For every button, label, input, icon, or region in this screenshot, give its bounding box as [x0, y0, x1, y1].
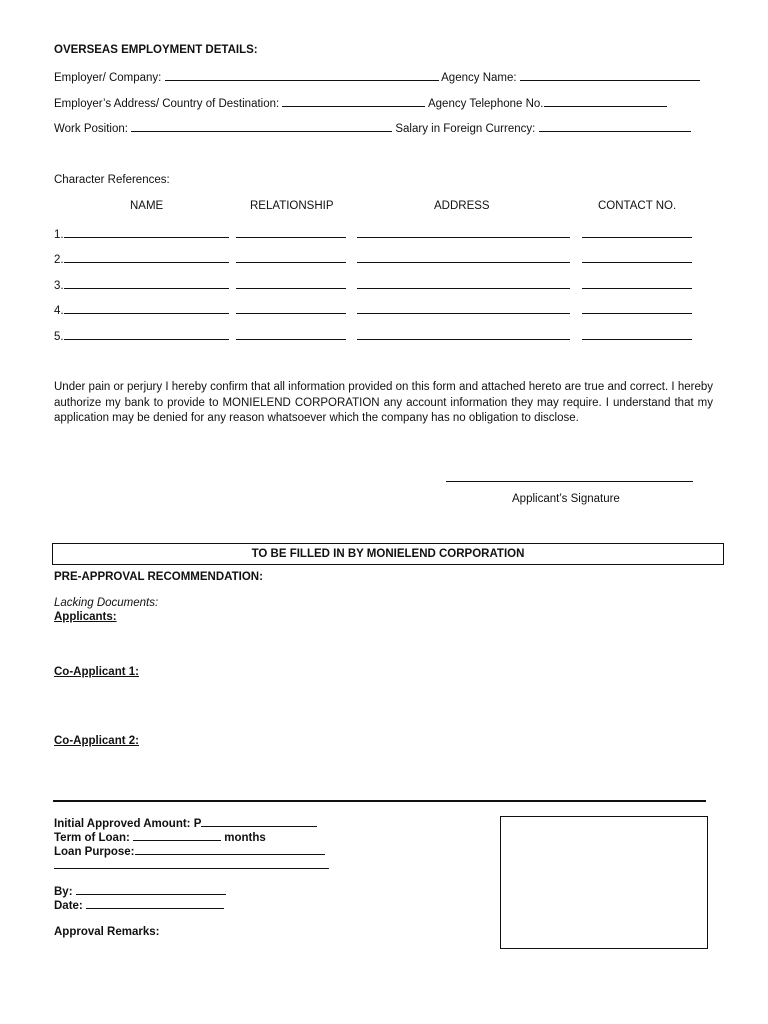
agency-phone-label: Agency Telephone No.	[427, 98, 544, 110]
ref-contact-input[interactable]	[582, 329, 692, 340]
employer-address-label: Employer’s Address/ Country of Destination:	[54, 98, 280, 110]
ref-header-contact: CONTACT NO.	[598, 200, 677, 212]
ref-contact-input[interactable]	[582, 278, 692, 289]
ref-contact-input[interactable]	[582, 252, 692, 263]
term-label: Term of Loan:	[54, 832, 130, 844]
ref-address-input[interactable]	[357, 329, 570, 340]
ref-name-input[interactable]	[64, 252, 229, 263]
signature-line[interactable]	[446, 481, 693, 482]
lacking-documents-label: Lacking Documents:	[54, 597, 159, 609]
work-position-input[interactable]	[131, 121, 392, 132]
work-position-label: Work Position:	[54, 123, 128, 135]
term-input[interactable]	[133, 830, 221, 841]
section-title: OVERSEAS EMPLOYMENT DETAILS:	[54, 44, 258, 56]
company-section-header: TO BE FILLED IN BY MONIELEND CORPORATION	[52, 543, 724, 565]
by-input[interactable]	[76, 884, 226, 895]
ref-name-input[interactable]	[64, 329, 229, 340]
declaration-text: Under pain or perjury I hereby confirm that all information provided on this form and attached hereto are true and correct. I hereby authorize my bank to provide to MONIELEND CORPORATION any account information they may require. I understand that my application may be denied for any reason whatsoever which the company has no obligation to disclose.	[54, 381, 713, 424]
date-input[interactable]	[86, 898, 224, 909]
purpose-row	[54, 844, 325, 858]
address-row	[54, 96, 667, 110]
date-row	[54, 898, 224, 912]
co-applicant-2-label: Co-Applicant 2:	[54, 735, 139, 747]
ref-relationship-input[interactable]	[236, 278, 346, 289]
ref-name-input[interactable]	[64, 227, 229, 238]
purpose-input[interactable]	[135, 844, 325, 855]
employer-address-input[interactable]	[282, 96, 425, 107]
section-divider	[53, 800, 706, 802]
ref-header-name: NAME	[130, 200, 164, 212]
purpose-extra-line[interactable]	[54, 868, 329, 869]
agency-phone-input[interactable]	[544, 96, 667, 107]
ref-header-relationship: RELATIONSHIP	[250, 200, 334, 212]
applicants-label: Applicants:	[54, 611, 117, 623]
reference-row	[54, 329, 692, 343]
ref-name-input[interactable]	[64, 303, 229, 314]
reference-row	[54, 227, 692, 241]
ref-number: 5.	[54, 331, 64, 343]
salary-label: Salary in Foreign Currency:	[395, 123, 536, 135]
months-label: months	[224, 832, 266, 844]
term-row	[54, 830, 266, 844]
signature-label: Applicant’s Signature	[512, 493, 620, 505]
ref-relationship-input[interactable]	[236, 252, 346, 263]
stamp-box	[500, 816, 708, 949]
ref-contact-input[interactable]	[582, 227, 692, 238]
date-label: Date:	[54, 900, 83, 912]
preapproval-title: PRE-APPROVAL RECOMMENDATION:	[54, 571, 263, 583]
agency-name-label: Agency Name:	[441, 72, 517, 84]
ref-relationship-input[interactable]	[236, 329, 346, 340]
reference-row	[54, 252, 692, 266]
references-title: Character References:	[54, 174, 170, 186]
ref-relationship-input[interactable]	[236, 227, 346, 238]
ref-contact-input[interactable]	[582, 303, 692, 314]
salary-input[interactable]	[539, 121, 691, 132]
ref-address-input[interactable]	[357, 252, 570, 263]
ref-header-address: ADDRESS	[434, 200, 490, 212]
ref-number: 3.	[54, 280, 64, 292]
approved-amount-row	[54, 816, 317, 830]
position-row	[54, 121, 691, 135]
reference-row	[54, 278, 692, 292]
ref-number: 2.	[54, 254, 64, 266]
ref-address-input[interactable]	[357, 303, 570, 314]
approval-remarks-label: Approval Remarks:	[54, 926, 160, 938]
employer-label: Employer/ Company:	[54, 72, 162, 84]
approved-amount-label: Initial Approved Amount: P	[54, 818, 202, 830]
reference-row	[54, 303, 692, 317]
ref-number: 1.	[54, 229, 64, 241]
employer-input[interactable]	[165, 70, 439, 81]
by-row	[54, 884, 226, 898]
ref-name-input[interactable]	[64, 278, 229, 289]
agency-name-input[interactable]	[520, 70, 700, 81]
employer-row	[54, 70, 700, 84]
ref-address-input[interactable]	[357, 227, 570, 238]
co-applicant-1-label: Co-Applicant 1:	[54, 666, 139, 678]
purpose-label: Loan Purpose:	[54, 846, 135, 858]
approved-amount-input[interactable]	[201, 816, 317, 827]
ref-relationship-input[interactable]	[236, 303, 346, 314]
by-label: By:	[54, 886, 73, 898]
ref-number: 4.	[54, 305, 64, 317]
ref-address-input[interactable]	[357, 278, 570, 289]
